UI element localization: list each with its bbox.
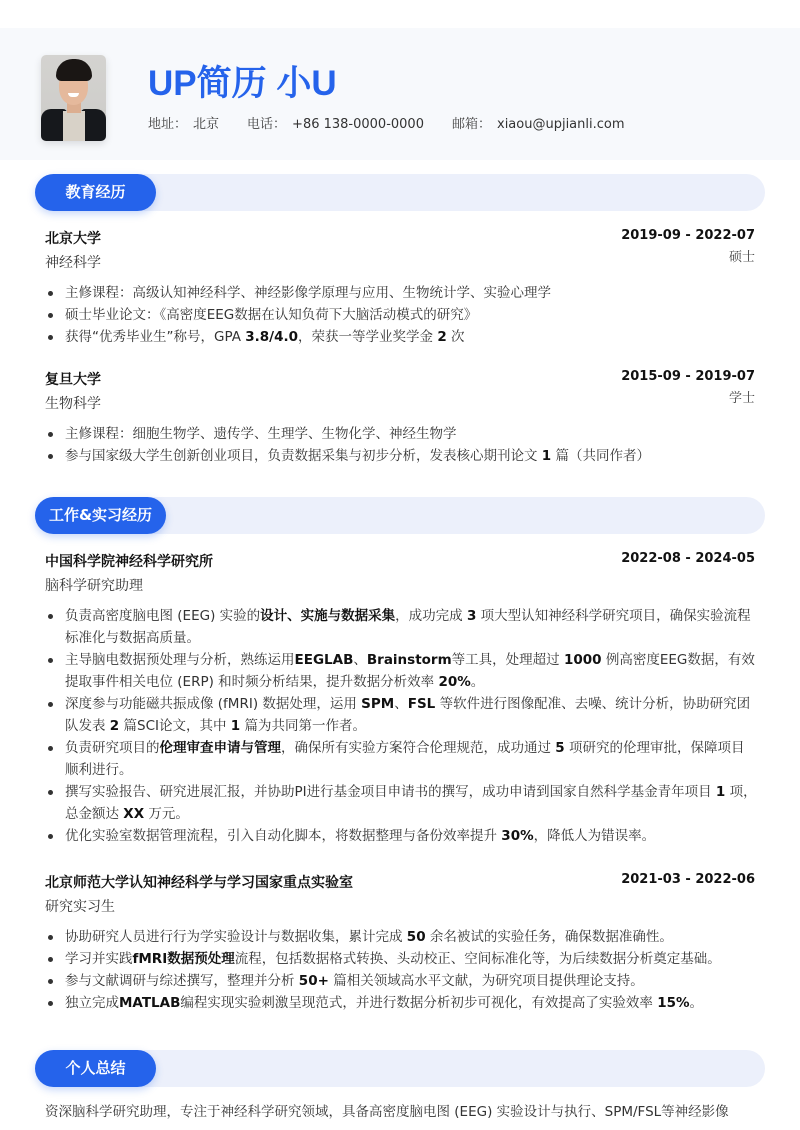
bullet-item: 主修课程：细胞生物学、遗传学、生理学、生物化学、神经生物学: [45, 423, 757, 445]
work-entry-1-bullets: [45, 605, 757, 847]
work-date: 2022-08 - 2024-05: [621, 551, 755, 566]
education-date: 2015-09 - 2019-07: [621, 369, 755, 384]
bullet-item: 硕士毕业论文：《高密度EEG数据在认知负荷下大脑活动模式的研究》: [45, 304, 757, 326]
bullet-item: 独立完成MATLAB编程实现实验刺激呈现范式，并进行数据分析初步可视化，有效提高了实验效率 15%。: [45, 992, 757, 1014]
bullet-item: 学习并实践fMRI数据预处理流程，包括数据格式转换、头动校正、空间标准化等，为后续数据分析奠定基础。: [45, 948, 757, 970]
bullet-item: 深度参与功能磁共振成像 (fMRI) 数据处理，运用 SPM、FSL 等软件进行图像配准、去噪、统计分析，协助研究团队发表 2 篇SCI论文，其中 1 篇为共同第一作者。: [45, 693, 757, 737]
contact-phone: 电话： +86 138-0000-0000: [247, 117, 424, 132]
resume-header: [0, 28, 800, 160]
bullet-item: 主修课程：高级认知神经科学、神经影像学原理与应用、生物统计学、实验心理学: [45, 282, 757, 304]
education-date: 2019-09 - 2022-07: [621, 228, 755, 243]
role: 研究实习生: [45, 899, 115, 915]
work-entry-2-bullets: [45, 926, 757, 1014]
role: 脑科学研究助理: [45, 578, 143, 594]
education-entry-1-head: [45, 228, 755, 248]
school-name: 北京大学: [45, 231, 101, 247]
work-entry-2-head: [45, 872, 755, 892]
photo-hair: [56, 59, 92, 81]
photo-shirt: [63, 111, 85, 141]
school-name: 复旦大学: [45, 372, 101, 388]
bullet-item: 负责高密度脑电图 (EEG) 实验的设计、实施与数据采集，成功完成 3 项大型认知神经科学研究项目，确保实验流程标准化与数据高质量。: [45, 605, 757, 649]
work-entry-2-sub: [45, 896, 755, 916]
degree: 学士: [728, 391, 755, 406]
section-title-summary: 个人总结: [35, 1050, 156, 1087]
work-date: 2021-03 - 2022-06: [621, 872, 755, 887]
work-entry-1-head: [45, 551, 755, 571]
work-entry-1-sub: [45, 575, 755, 595]
bullet-item: 协助研究人员进行行为学实验设计与数据收集，累计完成 50 余名被试的实验任务，确保数据准确性。: [45, 926, 757, 948]
section-title-education: 教育经历: [35, 174, 156, 211]
major: 神经科学: [45, 255, 101, 271]
education-entry-2-head: [45, 369, 755, 389]
section-title-work: 工作&实习经历: [35, 497, 166, 534]
major: 生物科学: [45, 396, 101, 412]
bullet-item: 优化实验室数据管理流程，引入自动化脚本，将数据整理与备份效率提升 30%，降低人为错误率。: [45, 825, 757, 847]
education-entry-1-sub: [45, 252, 755, 272]
bullet-item: 主导脑电数据预处理与分析，熟练运用EEGLAB、Brainstorm等工具，处理超过 1000 例高密度EEG数据，有效提取事件相关电位 (ERP) 和时频分析结果，提升数据分析效率 20%。: [45, 649, 757, 693]
contact-info: [148, 113, 653, 132]
contact-email: 邮箱： xiaou@upjianli.com: [451, 117, 625, 132]
contact-address: 地址： 北京: [148, 117, 220, 132]
education-entry-2-sub: [45, 393, 755, 413]
summary-text: 资深脑科学研究助理，专注于神经科学研究领域，具备高密度脑电图 (EEG) 实验设计与执行、SPM/FSL等神经影像: [45, 1104, 729, 1120]
bullet-item: 获得“优秀毕业生”称号，GPA 3.8/4.0，荣获一等学业奖学金 2 次: [45, 326, 757, 348]
education-entry-2-bullets: [45, 423, 757, 467]
section-header-work: [35, 497, 765, 534]
company-name: 中国科学院神经科学研究所: [45, 554, 213, 570]
bullet-item: 撰写实验报告、研究进展汇报，并协助PI进行基金项目申请书的撰写，成功申请到国家自然科学基金青年项目 1 项，总金额达 XX 万元。: [45, 781, 757, 825]
profile-photo: [41, 55, 106, 141]
bullet-item: 参与国家级大学生创新创业项目，负责数据采集与初步分析，发表核心期刊论文 1 篇（共同作者）: [45, 445, 757, 467]
bullet-item: 参与文献调研与综述撰写，整理并分析 50+ 篇相关领域高水平文献，为研究项目提供理论支持。: [45, 970, 757, 992]
section-header-summary: [35, 1050, 765, 1087]
candidate-name: UP简历 小U: [148, 64, 337, 103]
degree: 硕士: [728, 250, 755, 265]
education-entry-1-bullets: [45, 282, 757, 348]
bullet-item: 负责研究项目的伦理审查申请与管理，确保所有实验方案符合伦理规范，成功通过 5 项研究的伦理审批，保障项目顺利进行。: [45, 737, 757, 781]
company-name: 北京师范大学认知神经科学与学习国家重点实验室: [45, 875, 353, 891]
section-header-education: [35, 174, 765, 211]
